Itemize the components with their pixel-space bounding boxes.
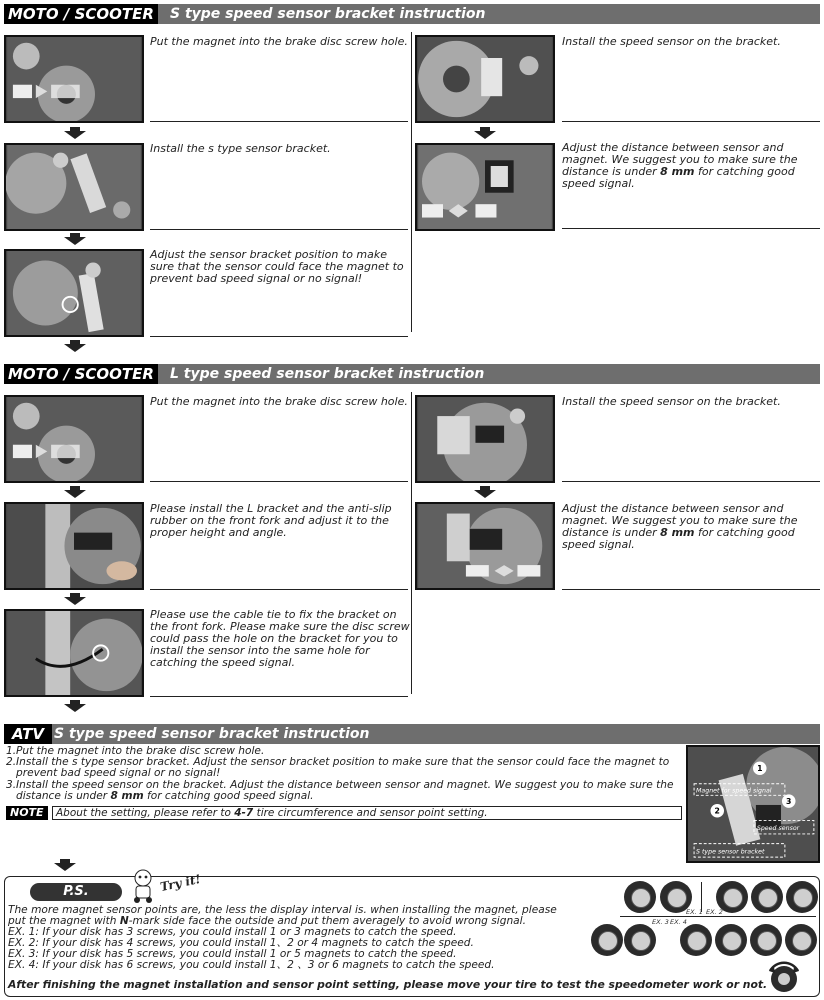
step-photo-magnet (4, 35, 144, 123)
ex-label: EX. 4 (670, 918, 687, 926)
mascot-icon (128, 868, 158, 904)
callout-number: 2 (714, 806, 720, 816)
step-photo-bracket (4, 143, 144, 231)
column-divider (411, 32, 412, 332)
down-arrow-icon (474, 131, 496, 139)
note-row (6, 806, 682, 820)
step-photo-sensor (415, 35, 555, 123)
ps-line: EX. 2: If your disk has 4 screws, you could install 1、2 or 4 magnets to catch the speed. (8, 936, 474, 949)
step-text: Adjust the distance between sensor and magnet. We suggest you to make sure the distance is under 8 mm for catching good speed signal. (562, 502, 798, 551)
list-item: 3. Install the speed sensor on the bracket. Adjust the distance between sensor and magnet. We suggest you to make sure the distance is under 8 mm for catching good speed signal. (6, 778, 674, 802)
step-text: Install the s type sensor bracket. (150, 142, 331, 155)
wheel-ex1-icon (624, 881, 656, 913)
list-item: 1. Put the magnet into the brake disc screw hole. (6, 745, 265, 757)
wheel-ex3-icon (591, 924, 623, 956)
ps-final-note: After finishing the magnet installation and sensor point setting, please move your tire to test the speedometer work or not. (8, 978, 768, 991)
step-photo-l-bracket (4, 502, 144, 590)
section-tag: MOTO / SCOOTER (4, 4, 158, 24)
step-rule (562, 481, 820, 482)
down-arrow-icon (64, 344, 86, 352)
n-mark: N (119, 914, 129, 927)
step-rule (150, 121, 408, 122)
step-photo-sensor (415, 395, 555, 483)
down-arrow-icon (64, 704, 86, 712)
step-text: Please use the cable tie to fix the bracket on the front fork. Please make sure the disc screw could pass the hole on the bracket for you to install the sensor into the same hole for catching the speed signal. (150, 608, 410, 669)
wheel-ex3-icon (624, 924, 656, 956)
sensor-label: Speed sensor (756, 825, 800, 833)
step-photo-distance (415, 502, 555, 590)
ex-label: EX. 2 (706, 908, 723, 916)
down-arrow-icon (64, 490, 86, 498)
wheel-ex4-icon (715, 924, 747, 956)
ps-line: EX. 1: If your disk has 3 screws, you could install 1 or 3 magnets to catch the speed. (8, 925, 457, 938)
rotate-wheel-icon (764, 957, 804, 997)
step-text: Put the magnet into the brake disc screw hole. (150, 35, 408, 48)
step-rule (562, 121, 820, 122)
ps-line: EX. 4: If your disk has 6 screws, you could install 1、2 、3 or 6 magnets to catch the speed. (8, 958, 495, 971)
step-text: Adjust the sensor bracket position to make sure that the sensor could face the magnet to prevent bad speed signal or no signal! (150, 248, 404, 285)
wheel-ex4-icon (680, 924, 712, 956)
ex-label: EX. 3 (652, 918, 669, 926)
section-title: S type speed sensor bracket instruction (170, 6, 486, 22)
step-text: Install the speed sensor on the bracket. (562, 395, 781, 408)
down-arrow-icon (64, 131, 86, 139)
section-header-s-type (4, 4, 820, 24)
section-title: S type speed sensor bracket instruction (54, 726, 370, 742)
step-rule (150, 696, 408, 697)
down-arrow-icon (54, 863, 76, 871)
magnet-label: Magnet for speed signal (696, 787, 772, 795)
ps-tab: P.S. (30, 883, 122, 901)
ps-line: put the magnet with N-mark side face the outside and put them averagely to avoid wrong signal. (8, 914, 526, 927)
section-tag: MOTO / SCOOTER (4, 364, 158, 384)
bracket-label: S type sensor bracket (696, 848, 765, 856)
down-arrow-icon (64, 237, 86, 245)
step-text: Install the speed sensor on the bracket. (562, 35, 781, 48)
wheel-ex2-icon (786, 881, 818, 913)
try-it-badge: Try it! (158, 871, 202, 895)
step-rule (150, 481, 408, 482)
wheel-ex4-icon (785, 924, 817, 956)
atv-photo (686, 745, 820, 863)
down-arrow-icon (474, 490, 496, 498)
note-tag: NOTE (6, 806, 48, 820)
step-rule (150, 336, 408, 337)
step-rule (562, 589, 820, 590)
step-text: Put the magnet into the brake disc screw hole. (150, 395, 408, 408)
step-photo-magnet (4, 395, 144, 483)
ps-line: EX. 3: If your disk has 5 screws, you could install 1 or 5 magnets to catch the speed. (8, 947, 457, 960)
step-photo-distance (415, 143, 555, 231)
ex-label: EX. 1 (686, 908, 703, 916)
ps-text (8, 905, 608, 970)
step-rule (150, 229, 408, 230)
atv-steps-list (6, 746, 674, 802)
callout-number: 1 (757, 764, 763, 774)
step-text: Please install the L bracket and the anti-slip rubber on the front fork and adjust it to the proper height and angle. (150, 502, 392, 539)
step-text: Adjust the distance between sensor and magnet. We suggest you to make sure the distance is under 8 mm for catching good speed signal. (562, 141, 798, 190)
ps-line: The more magnet sensor points are, the less the display interval is. when installing the magnet, please (8, 904, 557, 916)
step-photo-cable-tie (4, 609, 144, 697)
list-item: 2. Install the s type sensor bracket. Adjust the sensor bracket position to make sure that the sensor could face the magnet to prevent bad speed signal or no signal! (6, 756, 670, 780)
down-arrow-icon (64, 597, 86, 605)
step-photo-adjust (4, 249, 144, 337)
step-rule (562, 228, 820, 229)
callout-number: 3 (786, 797, 792, 806)
section-tag: ATV (4, 724, 52, 744)
section-header-l-type (4, 364, 820, 384)
wheel-ex2-icon (751, 881, 783, 913)
section-title: L type speed sensor bracket instruction (170, 366, 485, 382)
divider (620, 916, 816, 917)
wheel-ex4-icon (750, 924, 782, 956)
note-text: About the setting, please refer to 4-7 tire circumference and sensor point setting. (52, 806, 682, 820)
section-header-atv (4, 724, 820, 744)
step-rule (150, 589, 408, 590)
